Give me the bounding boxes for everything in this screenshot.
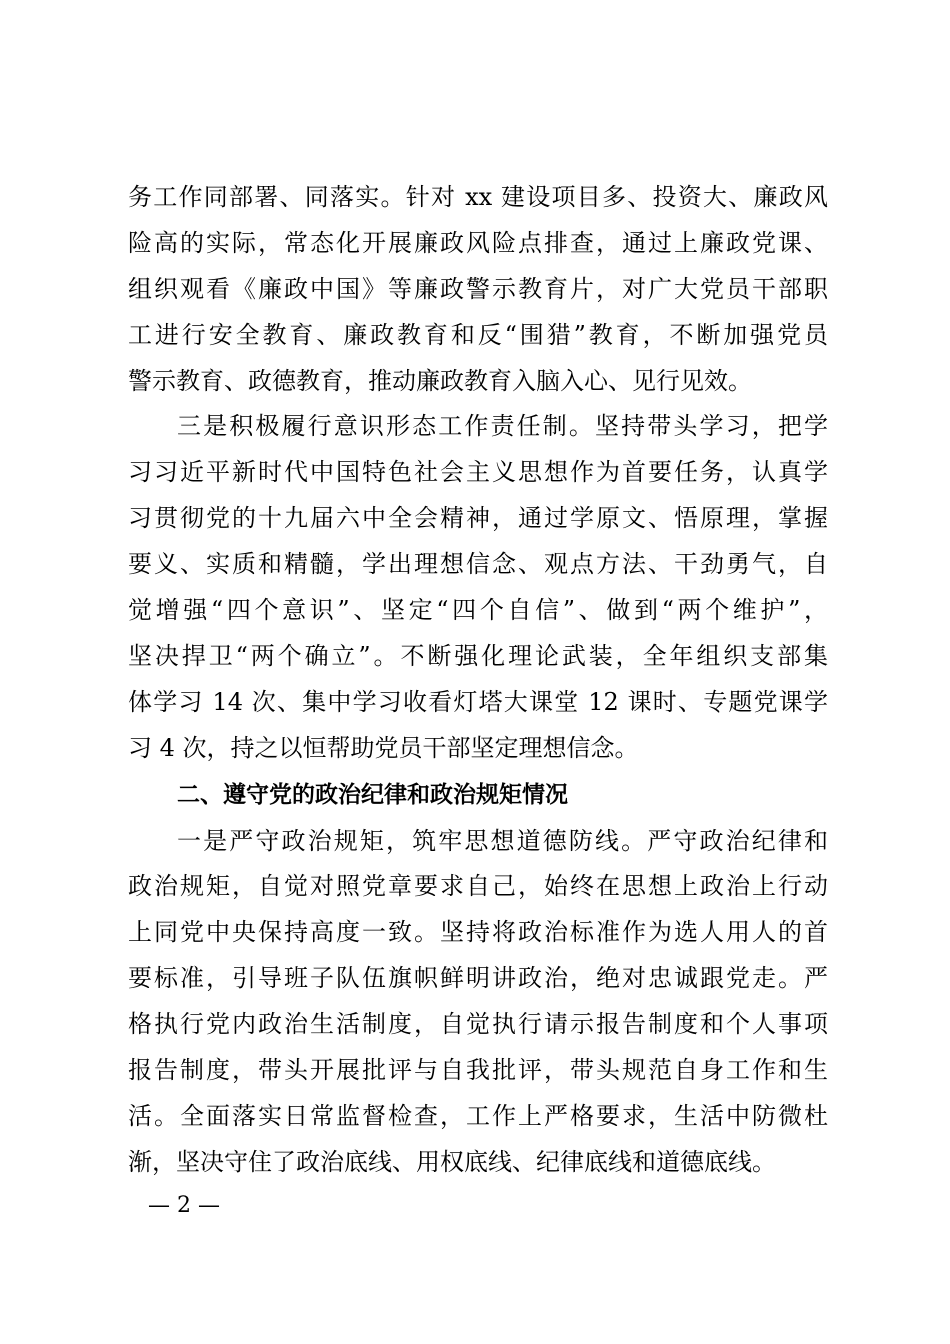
paragraph-2-line-1: 三是积极履行意识形态工作责任制。坚持带头学习，把学 — [177, 412, 828, 440]
paragraph-2-line-7: 体学习 14 次、集中学习收看灯塔大课堂 12 课时、专题党课学 — [128, 688, 828, 716]
paragraph-3-line-8: 渐，坚决守住了政治底线、用权底线、纪律底线和道德底线。 — [128, 1148, 776, 1176]
paragraph-1-line-3: 组织观看《廉政中国》等廉政警示教育片，对广大党员干部职 — [128, 275, 828, 303]
paragraph-3-line-1: 一是严守政治规矩，筑牢思想道德防线。严守政治纪律和 — [177, 827, 828, 855]
paragraph-1-line-1: 务工作同部署、同落实。针对 xx 建设项目多、投资大、廉政风 — [128, 183, 828, 211]
paragraph-2-line-3: 习贯彻党的十九届六中全会精神，通过学原文、悟原理，掌握 — [128, 504, 828, 532]
paragraph-3-line-4: 要标准，引导班子队伍旗帜鲜明讲政治，绝对忠诚跟党走。严 — [128, 964, 828, 992]
paragraph-2-line-2: 习习近平新时代中国特色社会主义思想作为首要任务，认真学 — [128, 458, 828, 486]
paragraph-1-line-2: 险高的实际，常态化开展廉政风险点排查，通过上廉政党课、 — [128, 229, 828, 257]
paragraph-2-line-6: 坚决捍卫“两个确立”。不断强化理论武装，全年组织支部集 — [128, 642, 828, 670]
paragraph-1-line-5: 警示教育、政德教育，推动廉政教育入脑入心、见行见效。 — [128, 367, 752, 395]
paragraph-2-line-8: 习 4 次，持之以恒帮助党员干部坚定理想信念。 — [128, 734, 639, 762]
paragraph-3-line-3: 上同党中央保持高度一致。坚持将政治标准作为选人用人的首 — [128, 918, 828, 946]
paragraph-2-line-5: 觉增强“四个意识”、坚定“四个自信”、做到“两个维护”， — [128, 596, 828, 624]
paragraph-3-line-6: 报告制度，带头开展批评与自我批评，带头规范自身工作和生 — [128, 1056, 828, 1084]
page-number: — 2 — — [148, 1193, 220, 1218]
section-heading: 二、遵守党的政治纪律和政治规矩情况 — [177, 782, 568, 808]
paragraph-3-line-5: 格执行党内政治生活制度，自觉执行请示报告制度和个人事项 — [128, 1010, 828, 1038]
paragraph-3-line-2: 政治规矩，自觉对照党章要求自己，始终在思想上政治上行动 — [128, 872, 828, 900]
paragraph-3-line-7: 活。全面落实日常监督检查，工作上严格要求，生活中防微杜 — [128, 1102, 828, 1130]
paragraph-1-line-4: 工进行安全教育、廉政教育和反“围猎”教育，不断加强党员 — [128, 321, 828, 349]
paragraph-2-line-4: 要义、实质和精髓，学出理想信念、观点方法、干劲勇气，自 — [128, 550, 828, 578]
